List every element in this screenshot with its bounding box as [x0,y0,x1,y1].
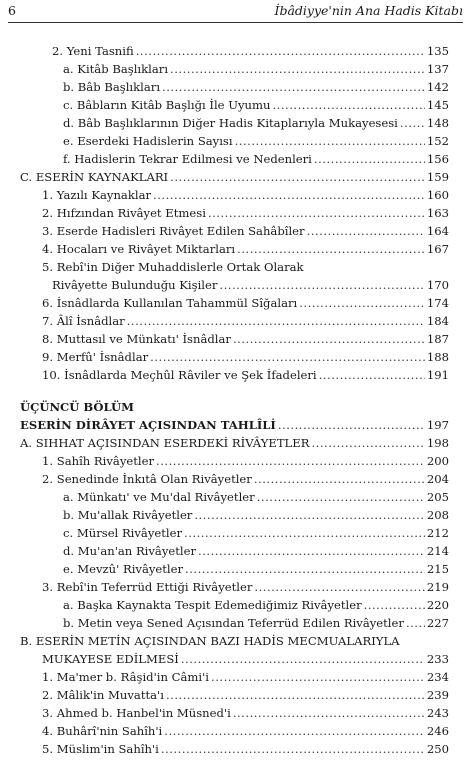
toc-entry [63,150,449,168]
toc-entry-title: 9. Merfû' İsnâdlar [42,350,149,364]
toc-entry-page: 170 [426,278,449,292]
leader-dots [156,452,425,470]
toc-entry-title: e. Mevzû' Rivâyetler [63,562,184,576]
leader-dots [198,542,425,560]
toc-entry [63,60,449,78]
toc-entry [63,614,449,632]
toc-entry-title: B. ESERİN METİN AÇISINDAN BAZI HADİS MECMUALARIYLA [20,634,400,648]
toc-entry-page: 227 [426,616,449,630]
toc-entry-title: Rivâyette Bulunduğu Kişiler [52,278,218,292]
toc-entry [42,668,449,686]
toc-entry-page: 135 [426,44,449,58]
toc-entry-page: 148 [426,116,449,130]
leader-dots [299,294,425,312]
running-title: İbâdiyye'nin Ana Hadis Kitabı [274,3,463,18]
toc-entry-title: a. Münkatı' ve Mu'dal Rivâyetler [63,490,255,504]
toc-entry [63,542,449,560]
toc-entry [42,204,449,222]
leader-dots [311,434,424,452]
toc-entry-page: 219 [426,580,449,594]
leader-dots [272,96,424,114]
toc-entry-page: 145 [426,98,449,112]
toc-entry [42,330,449,348]
leader-dots [162,78,425,96]
section-label: ÜÇÜNCÜ BÖLÜM [20,400,134,414]
toc-entry-title: 3. Eserde Hadisleri Rivâyet Edilen Sahâbîler [42,224,305,238]
toc-entry-page: 188 [426,350,449,364]
leader-dots [208,204,425,222]
toc-entry-title: 7. Âlî İsnâdlar [42,314,125,328]
toc-entry-title: 1. Sahîh Rivâyetler [42,454,155,468]
toc-entry-page: 239 [426,688,449,702]
toc-entry-title: 2. Senedinde İnkıtâ Olan Rivâyetler [42,472,252,486]
toc-entry-page: 187 [426,332,449,346]
toc-entry-page: 164 [426,224,449,238]
toc-entry [63,132,449,150]
toc-entry [42,722,449,740]
leader-dots [170,60,425,78]
toc-entry-page: 160 [426,188,449,202]
toc-entry-title: a. Kitâb Başlıkları [63,62,169,76]
leader-dots [254,578,424,596]
toc-entry-title: 5. Rebî'in Diğer Muhaddislerle Ortak Olarak [42,260,304,274]
leader-dots [319,366,425,384]
toc-entry-title: 2. Hıfzından Rivâyet Etmesi [42,206,206,220]
leader-dots [400,114,425,132]
toc-entry-title: 4. Hocaları ve Rivâyet Miktarları [42,242,236,256]
toc-entry [63,488,449,506]
toc-entry-page: 198 [426,436,449,450]
toc-entry-page: 250 [426,742,449,756]
toc-entry-title: b. Mu'allak Rivâyetler [63,508,193,522]
toc-entry [42,578,449,596]
toc-entry [20,434,449,452]
leader-dots [406,614,425,632]
toc-entry-title: C. ESERİN KAYNAKLARI [20,170,169,184]
toc-entry-page: 243 [426,706,449,720]
toc-entry-page: 197 [426,418,449,432]
toc-entry-title: e. Eserdeki Hadislerin Sayısı [63,134,233,148]
leader-dots [364,596,425,614]
toc-entry-title: 8. Muttasıl ve Münkatı' İsnâdlar [42,332,231,346]
leader-dots [185,560,425,578]
toc-entry-title: 1. Yazılı Kaynaklar [42,188,152,202]
leader-dots [161,740,425,758]
toc-entry-title: 3. Rebî'in Teferrüd Ettiği Rivâyetler [42,580,253,594]
section-title-entry [20,416,449,434]
toc-entry-title: 4. Buhârî'nin Sahîh'i [42,724,163,738]
toc-entry-title: 2. Mâlik'in Muvatta'ı [42,688,164,702]
toc-entry-page: 142 [426,80,449,94]
leader-dots [153,186,425,204]
toc-entry-page: 191 [426,368,449,382]
leader-dots [164,722,425,740]
leader-dots [278,416,425,434]
leader-dots [181,650,425,668]
toc-entry-page: 233 [426,652,449,666]
toc-entry-title: f. Hadislerin Tekrar Edilmesi ve Nedenleri [63,152,312,166]
leader-dots [219,276,424,294]
toc-entry [42,186,449,204]
toc-entry-title: 1. Ma'mer b. Râşid'in Câmi'i [42,670,210,684]
toc-entry-first-line [42,258,449,276]
toc-entry-title: b. Metin veya Sened Açısından Teferrüd Edilen Rivâyetler [63,616,404,630]
toc-entry [42,740,449,758]
leader-dots [233,704,425,722]
toc-entry [42,222,449,240]
toc-entry [52,276,449,294]
toc-entry-page: 156 [426,152,449,166]
toc-entry-page: 184 [426,314,449,328]
toc-entry [63,524,449,542]
toc-entry-page: 215 [426,562,449,576]
toc-entry-page: 174 [426,296,449,310]
toc-entry-page: 246 [426,724,449,738]
toc-entry-page: 159 [426,170,449,184]
toc-entry [52,42,449,60]
toc-entry-page: 214 [426,544,449,558]
toc-entry [63,96,449,114]
leader-dots [184,524,425,542]
toc-entry-page: 163 [426,206,449,220]
leader-dots [254,470,425,488]
leader-dots [150,348,425,366]
toc-entry-title: b. Bâb Başlıkları [63,80,161,94]
toc-entry [63,114,449,132]
toc-entry-title: A. SIHHAT AÇISINDAN ESERDEKİ RİVÂYETLER [20,436,310,450]
toc-entry-title: d. Mu'an'an Rivâyetler [63,544,197,558]
header-rule [8,22,463,23]
toc-entry [42,366,449,384]
toc-entry [42,704,449,722]
section-title: ESERİN DİRÂYET AÇISINDAN TAHLÎLİ [20,418,276,432]
toc-entry-title: 6. İsnâdlarda Kullanılan Tahammül Sîğaları [42,296,298,310]
leader-dots [127,312,425,330]
toc-entry-title: 2. Yeni Tasnifi [52,44,134,58]
toc-entry-page: 234 [426,670,449,684]
leader-dots [233,330,425,348]
toc-entry-page: 137 [426,62,449,76]
toc-entry-page: 212 [426,526,449,540]
leader-dots [194,506,425,524]
leader-dots [211,668,425,686]
toc-entry-page: 152 [426,134,449,148]
toc-entry-title: d. Bâb Başlıklarının Diğer Hadis Kitaplarıyla Mukayesesi [63,116,398,130]
toc-entry [20,168,449,186]
toc-entry [42,686,449,704]
toc-entry [42,312,449,330]
leader-dots [235,132,425,150]
toc-entry-page: 208 [426,508,449,522]
toc-entry-title: MUKAYESE EDİLMESİ [42,652,179,666]
toc-entry-page: 220 [426,598,449,612]
leader-dots [170,168,425,186]
toc-entry [42,348,449,366]
toc-entry [42,240,449,258]
toc-entry [42,470,449,488]
leader-dots [166,686,425,704]
toc-entry [63,596,449,614]
toc-entry [42,650,449,668]
toc-entry [42,294,449,312]
toc-entry-title: a. Başka Kaynakta Tespit Edemediğimiz Rivâyetler [63,598,362,612]
leader-dots [257,488,425,506]
page-number: 6 [8,3,16,18]
toc-entry-page: 205 [426,490,449,504]
leader-dots [314,150,425,168]
toc-entry [42,452,449,470]
toc-entry [63,506,449,524]
leader-dots [307,222,425,240]
toc-entry-title: c. Bâbların Kitâb Başlığı İle Uyumu [63,98,271,112]
toc-entry [63,560,449,578]
leader-dots [136,42,425,60]
toc-entry [63,78,449,96]
toc-entry-title: 3. Ahmed b. Hanbel'in Müsned'i [42,706,231,720]
leader-dots [237,240,425,258]
toc-entry-page: 204 [426,472,449,486]
page-header [8,3,463,19]
toc-entry-page: 167 [426,242,449,256]
toc-entry-title: 5. Müslim'in Sahîh'i [42,742,159,756]
toc-entry-title: 10. İsnâdlarda Meçhûl Râviler ve Şek İfadeleri [42,368,317,382]
toc-entry-first-line [20,632,449,650]
toc-entry-page: 200 [426,454,449,468]
toc-entry-title: c. Mürsel Rivâyetler [63,526,183,540]
